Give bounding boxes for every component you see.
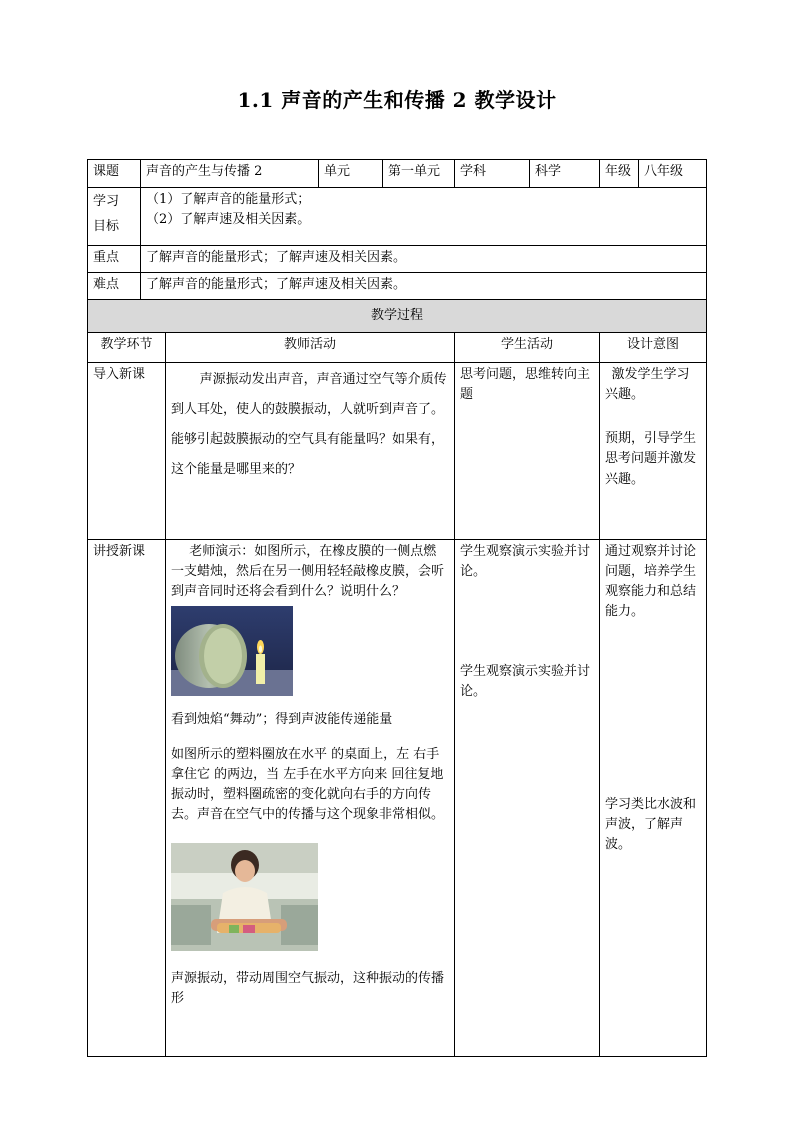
col-student-header: 学生活动 [455, 333, 600, 363]
drum-candle-photo [171, 606, 449, 696]
goals-label-line1: 学习 [93, 194, 120, 209]
subject-label: 学科 [455, 160, 530, 188]
lecture-teacher-p4: 声源振动，带动周围空气振动，这种振动的传播形 [171, 971, 445, 1007]
goal-item-2: （2）了解声速及相关因素。 [146, 212, 311, 228]
intro-student: 思考问题，思维转向主题 [455, 363, 600, 540]
difficulty-row [88, 273, 707, 300]
goals-content [141, 188, 707, 246]
goals-label [88, 188, 141, 246]
intro-intent-2: 预期，引导学生思考问题并激发兴趣。 [605, 431, 697, 487]
row-intro [88, 363, 707, 540]
lecture-student-2: 学生观察演示实验并讨论。 [460, 664, 591, 700]
lecture-intent-1: 通过观察并讨论问题，培养学生观察能力和总结能力。 [605, 544, 697, 620]
page-title: 1.1 声音的产生和传播 2 教学设计 [237, 88, 557, 112]
unit-label: 单元 [319, 160, 383, 188]
info-row [88, 160, 707, 188]
slinky-demo-photo [171, 843, 449, 951]
lecture-teacher-p2: 看到烛焰“舞动”；得到声波能传递能量 [171, 712, 393, 728]
key-point-row [88, 246, 707, 273]
goal-item-1: （1）了解声音的能量形式； [146, 192, 311, 207]
topic-label: 课题 [88, 160, 141, 188]
row-lecture [88, 540, 707, 1057]
lecture-intent-cell [600, 540, 707, 1057]
difficulty-text: 了解声音的能量形式；了解声速及相关因素。 [141, 273, 707, 300]
column-header-row [88, 333, 707, 363]
col-teacher-header: 教师活动 [166, 333, 455, 363]
goals-row [88, 188, 707, 246]
grade-label: 年级 [600, 160, 639, 188]
lesson-plan-table [87, 159, 707, 1057]
intro-teacher-cell [166, 363, 455, 540]
subject-value: 科学 [530, 160, 600, 188]
key-point-text: 了解声音的能量形式；了解声速及相关因素。 [141, 246, 707, 273]
intro-intent-cell [600, 363, 707, 540]
unit-value: 第一单元 [383, 160, 455, 188]
process-header-row [88, 300, 707, 333]
col-stage-header: 教学环节 [88, 333, 166, 363]
process-header: 教学过程 [88, 300, 707, 333]
key-point-label: 重点 [88, 246, 141, 273]
lecture-student-1: 学生观察演示实验并讨论。 [460, 544, 591, 580]
lecture-teacher-p3: 如图所示的塑料圈放在水平 的桌面上，左 右手拿住它 的两边，当 左手在水平方向来 回往复地振动时，塑料圈疏密的变化就向右手的方向传去。声音在空气中的传播与这个现象非常相似。 [171, 746, 445, 822]
lecture-teacher-cell [166, 540, 455, 1057]
intro-intent-1: 激发学生学习兴趣。 [605, 367, 690, 403]
lecture-stage: 讲授新课 [88, 540, 166, 1057]
difficulty-label: 难点 [88, 273, 141, 300]
lecture-intent-2: 学习类比水波和声波，了解声波。 [605, 796, 697, 852]
lecture-teacher-p1: 老师演示：如图所示，在橡皮膜的一侧点燃一支蜡烛，然后在另一侧用轻轻敲橡皮膜，会听到声音同时还将会看到什么？说明什么？ [171, 544, 445, 600]
lecture-student-cell [455, 540, 600, 1057]
goals-label-line2: 目标 [93, 218, 120, 234]
grade-value: 八年级 [639, 160, 707, 188]
intro-stage: 导入新课 [88, 363, 166, 540]
col-intent-header: 设计意图 [600, 333, 707, 363]
topic-value: 声音的产生与传播 2 [141, 160, 319, 188]
intro-teacher-text: 声源振动发出声音，声音通过空气等介质传到人耳处，使人的鼓膜振动，人就听到声音了。能够引起鼓膜振动的空气具有能量吗？如果有，这个能量是哪里来的？ [171, 372, 447, 477]
